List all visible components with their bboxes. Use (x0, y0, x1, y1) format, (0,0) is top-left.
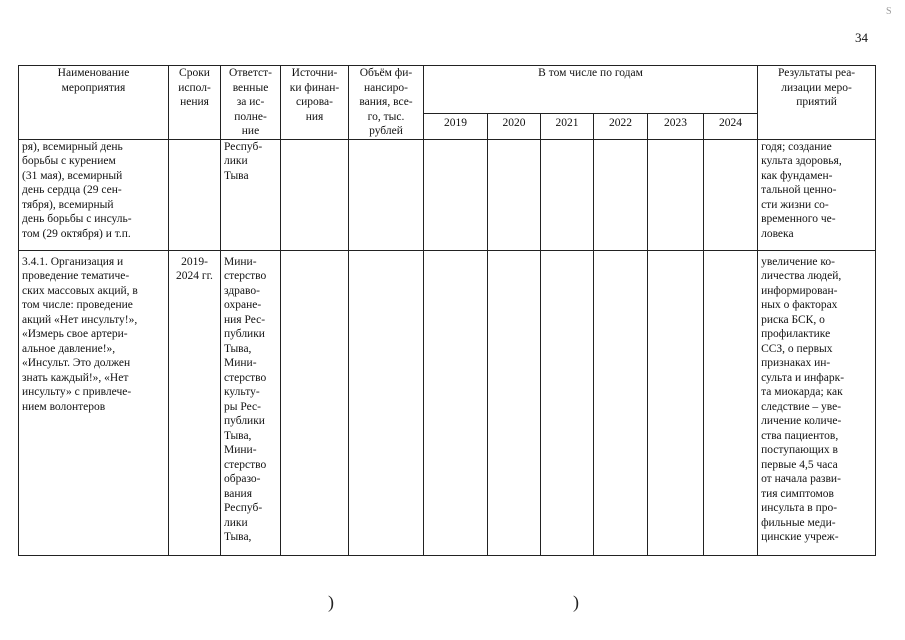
cell-sources (281, 250, 349, 555)
cell-year-2019 (424, 250, 488, 555)
header-year-2022: 2022 (594, 113, 648, 139)
cell-year-2019 (424, 139, 488, 250)
header-year-2020: 2020 (488, 113, 541, 139)
header-results: Результаты реа- лизации меро- приятий (758, 66, 876, 140)
cell-year-2024 (704, 139, 758, 250)
cell-deadline: 2019- 2024 гг. (169, 250, 221, 555)
cell-year-2021 (541, 250, 594, 555)
header-sources: Источни- ки финан- сирова- ния (281, 66, 349, 140)
header-year-2023: 2023 (648, 113, 704, 139)
cell-results: увеличение ко- личества людей, информирован- ных о факторах риска БСК, о профилактике ССЗ, о первых признаках ин- сульта и инфарк- та миокарда; как следствие – уве- личение количе- ства пациентов, поступающих в первые 4,5 часа от начала разви- тия симптомов инсульта в про- фильные меди- цинские учреж- (758, 250, 876, 555)
cell-year-2020 (488, 250, 541, 555)
cell-year-2021 (541, 139, 594, 250)
cell-responsible: Респуб- лики Тыва (221, 139, 281, 250)
header-deadline: Сроки испол- нения (169, 66, 221, 140)
cell-deadline (169, 139, 221, 250)
header-responsible: Ответст- венные за ис- полне- ние (221, 66, 281, 140)
cell-year-2023 (648, 139, 704, 250)
cell-year-2020 (488, 139, 541, 250)
cell-year-2023 (648, 250, 704, 555)
cell-responsible: Мини- стерство здраво- охране- ния Рес- публики Тыва, Мини- стерство культу- ры Рес- публики Тыва, Мини- стерство образо- вания Респуб- лики Тыва, (221, 250, 281, 555)
cell-volume (349, 139, 424, 250)
cell-sources (281, 139, 349, 250)
cell-year-2022 (594, 250, 648, 555)
table-row (19, 250, 876, 555)
cell-name: 3.4.1. Организация и проведение тематиче- ских массовых акций, в том числе: проведение акций «Нет инсульту!», «Измерь свое артери- альное давление!», «Инсульт. Это должен знать каждый!», «Нет инсульту» с привлече- нием волонтеров (19, 250, 169, 555)
header-volume: Объём фи- нансиро- вания, все- го, тыс. рублей (349, 66, 424, 140)
cell-volume (349, 250, 424, 555)
cell-year-2022 (594, 139, 648, 250)
header-by-years: В том числе по годам (424, 66, 758, 114)
corner-mark: S (886, 6, 892, 17)
page-number: 34 (855, 30, 868, 45)
table-row (19, 139, 876, 250)
cell-year-2024 (704, 250, 758, 555)
stray-mark-left: ) (328, 592, 334, 612)
header-year-2019: 2019 (424, 113, 488, 139)
measures-table (18, 65, 876, 556)
cell-name: ря), всемирный день борьбы с курением (31 мая), всемирный день сердца (29 сен- тября), всемирный день борьбы с инсуль- том (29 октября) и т.п. (19, 139, 169, 250)
header-name: Наименование мероприятия (19, 66, 169, 140)
cell-results: годя; создание культа здоровья, как фундамен- тальной ценно- сти жизни со- временного че- ловека (758, 139, 876, 250)
header-year-2021: 2021 (541, 113, 594, 139)
stray-mark-right: ) (573, 592, 579, 612)
header-year-2024: 2024 (704, 113, 758, 139)
